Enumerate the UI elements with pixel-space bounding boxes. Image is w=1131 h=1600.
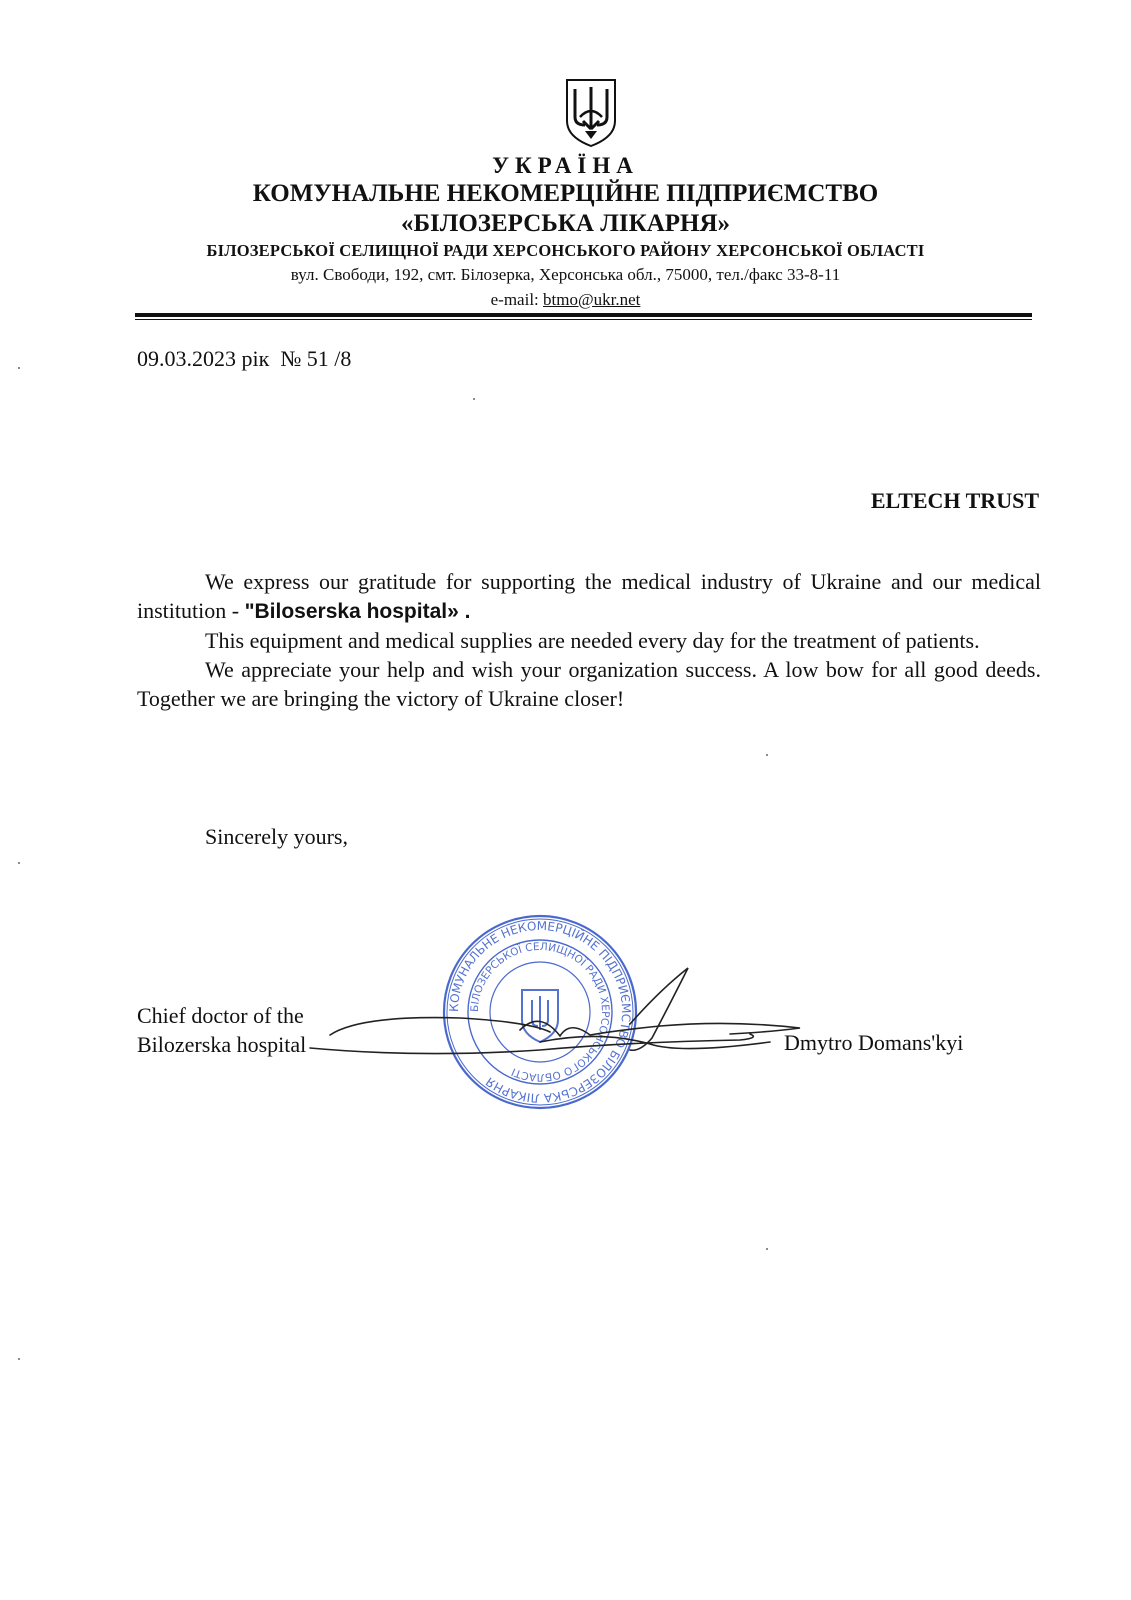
closing: Sincerely yours, xyxy=(205,824,348,849)
header-org-name: «БІЛОЗЕРСЬКА ЛІКАРНЯ» xyxy=(400,210,731,237)
scan-speck xyxy=(18,367,20,369)
scan-speck xyxy=(473,398,475,400)
scan-speck xyxy=(18,1358,20,1360)
reference-line xyxy=(137,346,351,372)
svg-text:БІЛОЗЕРСЬКОЇ СЕЛИЩНОЇ РАДИ ХЕР: БІЛОЗЕРСЬКОЇ СЕЛИЩНОЇ РАДИ ХЕРСОНСЬКОГО ОБЛАСТІ xyxy=(468,940,612,1084)
letter-body xyxy=(137,567,1041,713)
header-org-council: БІЛОЗЕРСЬКОЇ СЕЛИЩНОЇ РАДИ ХЕРСОНСЬКОГО РАЙОНУ ХЕРСОНСЬКОЇ ОБЛАСТІ xyxy=(206,241,925,260)
body-paragraph-3: We appreciate your help and wish your organization success. A low bow for all good deeds. Together we are bringing the victory of Ukraine closer! xyxy=(137,657,1041,711)
email-link[interactable]: btmo@ukr.net xyxy=(543,290,641,309)
scan-speck xyxy=(766,754,768,756)
body-p1-hospital: "Biloserska hospital» . xyxy=(244,600,471,623)
header-org-type: КОМУНАЛЬНЕ НЕКОМЕРЦІЙНЕ ПІДПРИЄМСТВО xyxy=(252,180,879,207)
scan-speck xyxy=(18,862,20,864)
signatory-title-line1: Chief doctor of the xyxy=(137,1003,304,1028)
signatory-name: Dmytro Domans'kyi xyxy=(784,1030,964,1055)
header-address: вул. Свободи, 192, смт. Білозерка, Херсонська обл., 75000, тел./факс 33-8-11 xyxy=(290,265,841,284)
reference-number: № 51 /8 xyxy=(280,346,352,371)
scan-speck xyxy=(766,1248,768,1250)
body-p1-text: We express our gratitude for supporting the medical industry of Ukraine and our medical institution - xyxy=(137,569,1041,623)
svg-text:КОМУНАЛЬНЕ НЕКОМЕРЦІЙНЕ ПІДПРИ: КОМУНАЛЬНЕ НЕКОМЕРЦІЙНЕ ПІДПРИЄМСТВО БІЛОЗЕРСЬКА ЛІКАРНЯ xyxy=(446,918,634,1106)
body-paragraph-2: This equipment and medical supplies are needed every day for the treatment of patients. xyxy=(205,628,980,653)
body-paragraph-1 xyxy=(137,567,1041,626)
coat-of-arms-icon xyxy=(563,77,619,149)
recipient: ELTECH TRUST xyxy=(870,488,1039,513)
header-country: УКРАЇНА xyxy=(492,153,639,178)
handwritten-signature xyxy=(300,960,820,1070)
signatory-title-line2: Bilozerska hospital xyxy=(137,1032,307,1057)
reference-date: 09.03.2023 рік xyxy=(137,346,270,371)
header-email xyxy=(0,290,1131,310)
email-label: e-mail: xyxy=(490,290,539,309)
header-divider-thin xyxy=(135,319,1032,320)
header-divider-thick xyxy=(135,313,1032,317)
signatory-title xyxy=(137,1001,306,1059)
